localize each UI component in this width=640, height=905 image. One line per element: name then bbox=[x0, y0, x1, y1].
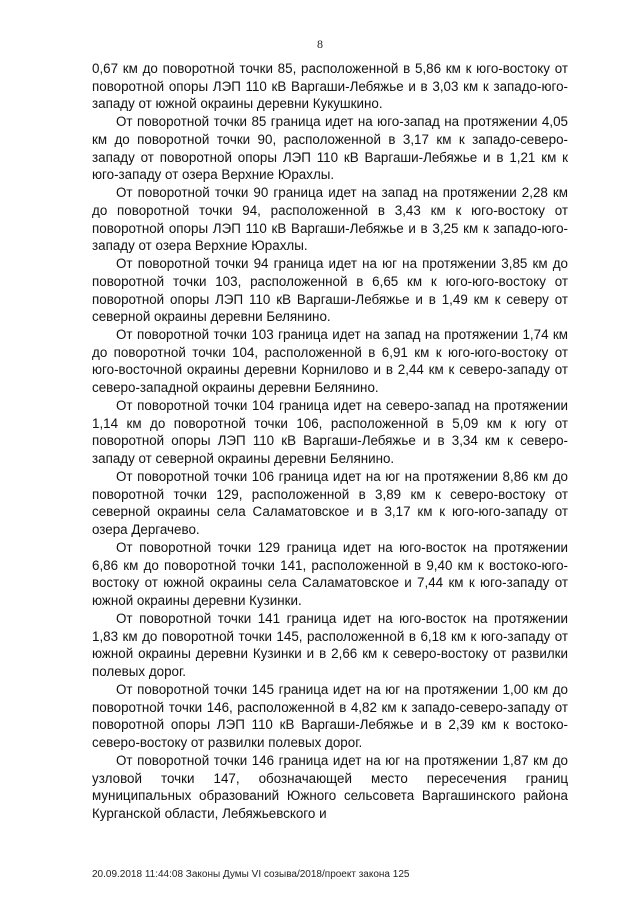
document-body bbox=[92, 60, 568, 823]
paragraph: От поворотной точки 129 граница идет на юго-восток на протяжении 6,86 км до поворотной точки 141, расположенной в 9,40 км к востоко-юго-востоку от южной окраины села Саламатовское и 7,44 км к юго-западу от южной окраины деревни Кузинки. bbox=[92, 540, 568, 608]
paragraph: От поворотной точки 90 граница идет на запад на протяжении 2,28 км до поворотной точки 94, расположенной в 3,43 км к юго-востоку от поворотной опоры ЛЭП 110 кВ Варгаши-Лебяжье и в 3,25 км к западо-юго-западу от озера Верхние Юрахлы. bbox=[92, 185, 568, 254]
paragraph: От поворотной точки 104 граница идет на северо-запад на протяжении 1,14 км до поворотной точки 106, расположенной в 5,09 км к югу от поворотной опоры ЛЭП 110 кВ Варгаши-Лебяжье и в 3,34 км к северо-западу от северной окраины деревни Белянино. bbox=[92, 398, 568, 467]
paragraph: От поворотной точки 85 граница идет на юго-запад на протяжении 4,05 км до поворотной точки 90, расположенной в 3,17 км к западо-северо-западу от поворотной опоры ЛЭП 110 кВ Варгаши-Лебяжье и в 1,21 км к юго-западу от озера Верхние Юрахлы. bbox=[92, 114, 568, 183]
paragraph: От поворотной точки 145 граница идет на юг на протяжении 1,00 км до поворотной точки 146, расположенной в 4,82 км к западо-северо-западу от поворотной опоры ЛЭП 110 кВ Варгаши-Лебяжье и в 2,39 км к востоко-северо-востоку от развилки полевых дорог. bbox=[92, 682, 568, 750]
paragraph: От поворотной точки 94 граница идет на юг на протяжении 3,85 км до поворотной точки 103, расположенной в 6,65 км к юго-юго-востоку от поворотной опоры ЛЭП 110 кВ Варгаши-Лебяжье и в 1,49 км к северу от северной окраины деревни Белянино. bbox=[92, 256, 568, 325]
paragraph: От поворотной точки 106 граница идет на юг на протяжении 8,86 км до поворотной точки 129, расположенной в 3,89 км к северо-востоку от северной окраины села Саламатовское и в 3,17 км к юго-юго-западу от озера Дергачево. bbox=[92, 469, 568, 537]
paragraph: От поворотной точки 141 граница идет на юго-восток на протяжении 1,83 км до поворотной точки 145, расположенной в 6,18 км к юго-западу от южной окраины деревни Кузинки и в 2,66 км к северо-востоку от развилки полевых дорог. bbox=[92, 611, 568, 679]
paragraph: 0,67 км до поворотной точки 85, расположенной в 5,86 км к юго-востоку от поворотной опоры ЛЭП 110 кВ Варгаши-Лебяжье и в 3,03 км к западо-юго-западу от южной окраины деревни Кукушкино. bbox=[92, 61, 568, 112]
paragraph: От поворотной точки 146 граница идет на юг на протяжении 1,87 км до узловой точки 147, обозначающей место пересечения границ муниципальных образований Южного сельсовета Варгашинского района Курганской области, Лебяжьевского и bbox=[92, 753, 568, 821]
paragraph: От поворотной точки 103 граница идет на запад на протяжении 1,74 км до поворотной точки 104, расположенной в 6,91 км к юго-юго-востоку от юго-восточной окраины деревни Корнилово и в 2,44 км к северо-западу от северо-западной окраины деревни Белянино. bbox=[92, 327, 568, 396]
footer: 20.09.2018 11:44:08 Законы Думы VI созыва/2018/проект закона 125 bbox=[92, 869, 410, 880]
page-number: 8 bbox=[317, 37, 323, 51]
